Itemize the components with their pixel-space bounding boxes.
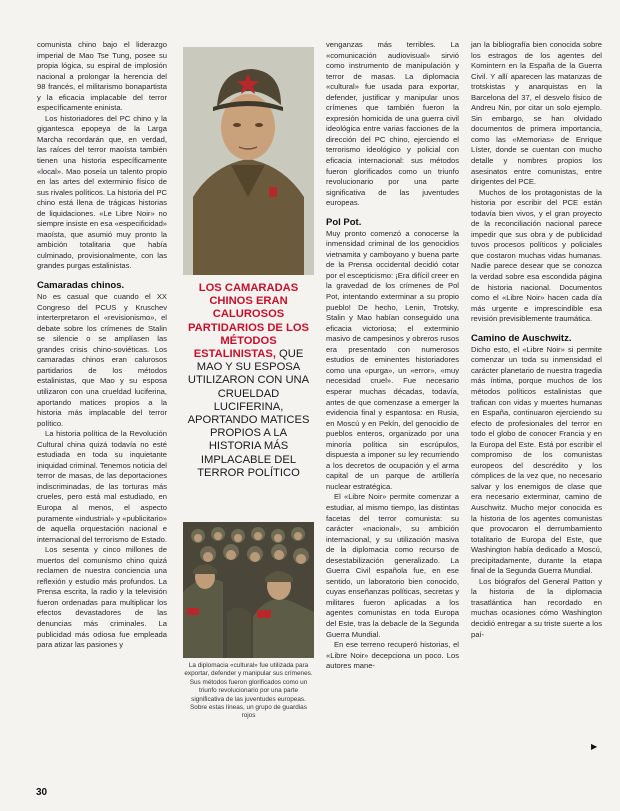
text-column-3: [326, 40, 459, 672]
pull-quote: [183, 282, 314, 480]
paragraph: venganzas más terribles. La «comunicación audiovisual» sirvió como instrumento de manipulación y terror de masas. La diplomacia «cultural» fue usada para exportar, defender, justificar y manipular unos crímenes que también fueron la expresión homicida de una guerra civil ideológica entre varias facciones de la dirección del PC chino, ejerciendo el terrorismo ideológico y policial con eficacia internacional: sus métodos fueron glorificados como un triunfo revolucionario por una parte significativa de las juventudes europeas.: [326, 40, 459, 208]
portrait-illustration: [183, 47, 314, 275]
page-number: 30: [36, 787, 48, 798]
paragraph: La historia política de la Revolución Cultural china quizá todavía no esté estudiada en toda su inquietante iniquidad criminal. Tenemos noticia del terror de masas, de las deportaciones indiscriminadas, de las torturas más crueles, pero está mal estudiado, en Europa al menos, el aspecto puramente «industrial» y «publicitario» de aquella orquestación nacional e internacional del terrorismo de Estado.: [37, 429, 168, 544]
paragraph: jan la bibliografía bien conocida sobre los estragos de los agentes del Komintern en la España de la Guerra Civil. Y allí aparecen las matanzas de trotskistas y anarquistas en la Barcelona del 37, el desvelo físico de Andreu Nin, por citar un solo ejemplo. Sin embargo, se han olvidado documentos de primera importancia, como las «Memorias» de Enrique Líster, donde se cuentan con mucho detalle y nombres propios los asesinatos entre comunistas, entre dirigentes del PCE.: [471, 40, 602, 187]
section-heading: Camaradas chinos.: [37, 280, 125, 292]
text-column-4: [471, 40, 602, 640]
paragraph: No es casual que cuando el XX Congreso del PCUS y Kruschev interterpretaron el «revisionismo», el debate sobre los crímenes de Stalin se silencie o se amplíasen las grandes crisis chino-soviéticas. Los camaradas chinos eran calurosos partidarios de los métodos estalinistas, que Mao y su esposa utilizaron con una crueldad luciferina, aportando matices propios a la historia más implacable del terror político.: [37, 292, 167, 428]
mao-portrait-photo: [183, 47, 314, 275]
paragraph: Los sesenta y cinco millones de muertos del comunismo chino quizá reclamen de nuestra conciencia una reflexión y estudio más profundos. La Prensa escrita, la radio y la televisión fueron ordenadas para multiplicar los efectos devastadores de las denuncias más criminales. La publicidad más odiosa fue empleada para atizar las pasiones y: [37, 545, 167, 650]
arrow-right-icon: ▶: [591, 742, 598, 751]
text-column-1: [37, 40, 167, 651]
red-guards-photo: [183, 522, 314, 658]
photo-caption: La diplomacia «cultural» fue utilizada para exportar, defender y manipular sus crímenes. Sus métodos fueron glorificados como un triunfo revolucionario por una parte significativa de las juventudes europeas. Sobre estas líneas, un grupo de guardias rojos: [184, 662, 313, 720]
paragraph: Los biógrafos del General Patton y la historia de la diplomacia trasatlántica han recordado en muchas ocasiones cómo Washington decidió entregar a su triste suerte a los paí-: [471, 576, 602, 639]
red-guards-illustration: [183, 522, 314, 658]
paragraph: Dicho esto, el «Libre Noir» si permite comenzar un toda su inmensidad el carácter planetario de nuestra tragedia más íntima, porque muchos de los métodos políticos estalinistas que trafican con vidas y muertes humanas en España, continuaron ejerciendo su efecto de profesionales del terror en todo el globo de conocer Francia y en la Europa del Este. Está por escribir el compromiso de los comunistas europeos del descrédito y los cómplices de la vez que, no necesario salvar y los enemigos de clase que era necesario exterminar, camino de Auschwitz. Mucho mejor conocida es la historia de los agentes comunistas que provocaron el derrumbamiento totalitario de Europa del Este, que Washington había dedicado a Moscú, precipitadamente, durante la etapa final de la Segunda Guerra Mundial.: [471, 344, 602, 576]
section-heading: Camino de Auschwitz.: [471, 332, 572, 344]
paragraph: Los historiadores del PC chino y la gigantesca epopeya de la Larga Marcha recordarán que, en verdad, las raíces del terror maoísta también tienen una historia específicamente «local». Mao poseía un talento propio en las artes del exterminio físico de sus rivales políticos. La historia del PC chino está llena de trágicas historias de liquidaciones. «Le Libre Noir» no siempre insiste en esa «especificidad» maoísta, que asumió muy pronto la ambición totalitaria que había culminado, provisionalmente, con las grandes purgas estalinistas.: [37, 113, 168, 271]
section-heading: Pol Pot.: [326, 216, 362, 228]
paragraph: Muchos de los protagonistas de la historia por escribir del PCE están todavía bien vivos, y el gran proyecto de la reconciliación nacional parece impedir que sus obra y de publicidad tuvos procesos políticos y policiales que costaron muchas vidas humanas. Nadie parece desear que se conozca la verdad sobre esa escondida página de historia nacional. Documentos como el «Libre Noir» hacen cada día más urgente e imprescindible esa revisión previsiblemente traumática.: [471, 187, 602, 324]
paragraph: El «Libre Noir» permite comenzar a estudiar, al mismo tiempo, las distintas facetas del terror comunista: su carácter «nacional», su ambición internacional, y su utilización masiva de la diplomacia como recurso de desestabilización generalizado. La Guerra Civil española fue, en ese sentido, un laboratorio bien conocido, cuyas enseñanzas políticas, secretas y militares fueron aplicadas a los agentes comunistas en toda Europa del Este, tras la debacle de la Segunda Guerra Mundial.: [326, 492, 459, 639]
pull-quote-body: QUE MAO Y SU ESPOSA UTILIZARON CON UNA CRUELDAD LUCIFERINA, APORTANDO MATICES PROPIOS A LA HISTORIA MÁS IMPLACABLE DEL TERROR POLÍTICO: [187, 348, 310, 479]
paragraph: comunista chino bajo el liderazgo imperial de Mao Tse Tung, posee su propia lógica, su espiral de implosión nacional a prolongar la herencia del 98 francés, el militarismo bonapartista y la eficacia implacable del terror específicamente eninista.: [37, 40, 167, 113]
paragraph: Muy pronto comenzó a conocerse la inmensidad criminal de los genocidios vietnamita y camboyano y buena parte de la Prensa occidental decidió cotar por el escepticismo: ¡Era difícil creer en la gravedad de los crímenes de Pol Pot, intentando exterminar a su propio pueblo! De hecho, Lenin, Trotsky, Stalin y Mao habían conseguido una eficacia victoriosa; el exterminio masivo de campesinos y obreros rusos era presentado con numerosos estudios de eminentes historiadores como una «purga», un «error», «muy necesidad cruel». Fue necesario esperar muchas décadas, todavía, antes de que comenzase a emerger la evidencia final y espantosa: en Rusia, en Moscú y en Pekín, del genocidio de pueblos enteros, organizado por una minoría política sin escrúpulos, dispuesta a imponer su ley recurriendo a los decretos de ocupación y el arma capital de un parque de artillería nuclear estratégica.: [326, 228, 459, 491]
paragraph: En ese terreno recuperó historias, el «Libre Noir» decepciona un poco. Los autores mane-: [326, 640, 459, 671]
pull-quote-highlight: LOS CAMARADAS CHINOS ERAN CALUROSOS PARTIDARIOS DE LOS MÉTODOS ESTALINISTAS,: [188, 282, 309, 361]
